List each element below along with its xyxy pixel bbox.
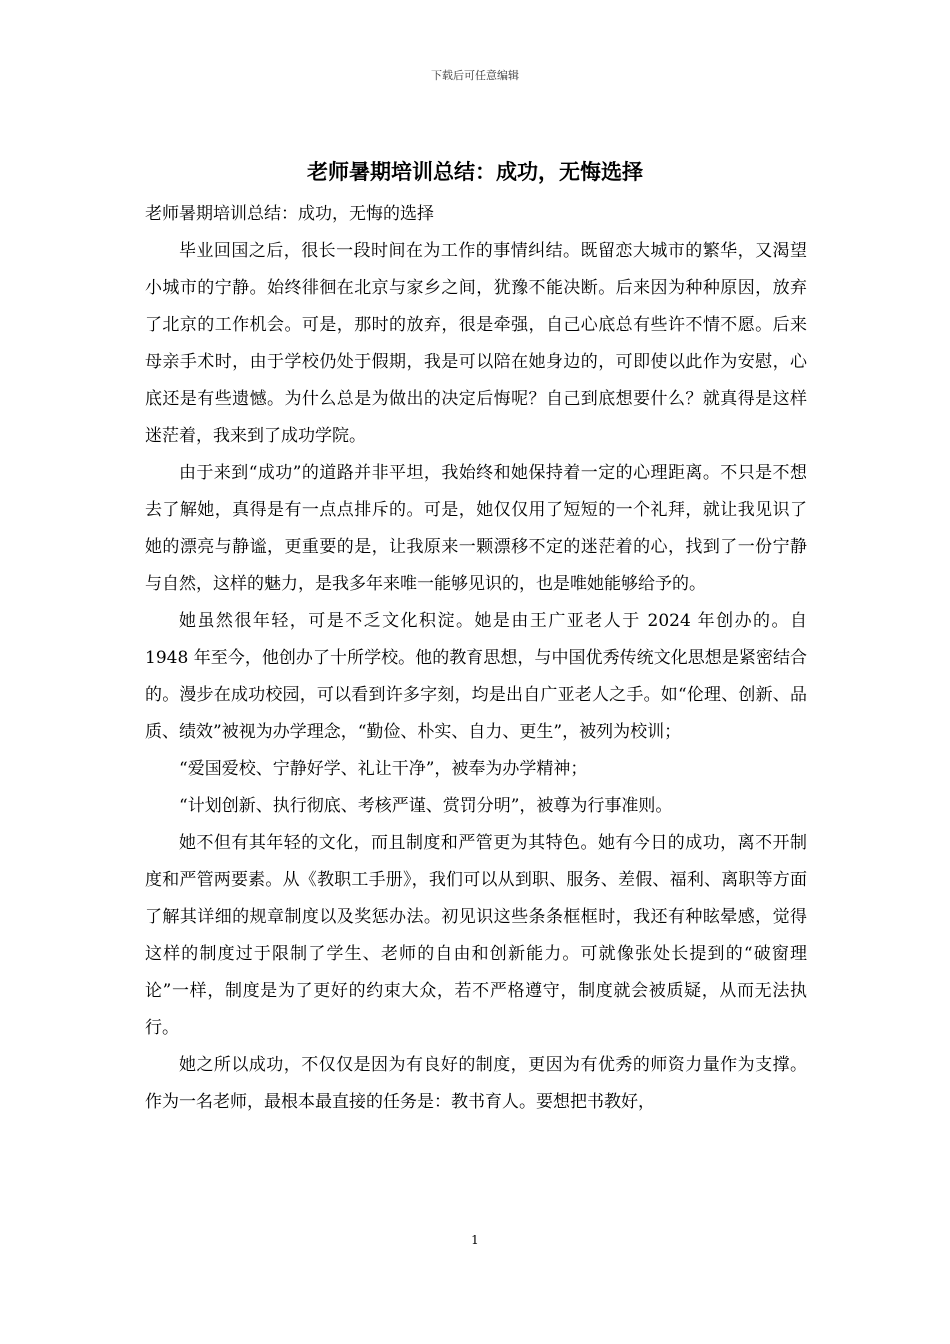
document-title: 老师暑期培训总结：成功，无悔选择	[307, 160, 643, 184]
paragraph: 毕业回国之后，很长一段时间在为工作的事情纠结。既留恋大城市的繁华，又渴望小城市的宁静。始终徘徊在北京与家乡之间，犹豫不能决断。后来因为种种原因，放弃了北京的工作机会。可是，那时的放弃，很是牵强，自己心底总有些许不情不愿。后来母亲手术时，由于学校仍处于假期，我是可以陪在她身边的，可即使以此作为安慰，心底还是有些遗憾。为什么总是为做出的决定后悔呢？自己到底想要什么？就真得是这样迷茫着，我来到了成功学院。	[145, 241, 807, 446]
paragraph: 她之所以成功，不仅仅是因为有良好的制度，更因为有优秀的师资力量作为支撑。作为一名老师，最根本最直接的任务是：教书育人。要想把书教好，	[145, 1055, 807, 1112]
document-subtitle: 老师暑期培训总结：成功，无悔的选择	[145, 204, 434, 224]
paragraph: “计划创新、执行彻底、考核严谨、赏罚分明”，被尊为行事准则。	[179, 796, 673, 816]
page-header: 下载后可任意编辑	[431, 69, 519, 82]
paragraph: “爱国爱校、宁静好学、礼让干净”，被奉为办学精神；	[179, 759, 588, 779]
paragraph: 她虽然很年轻，可是不乏文化积淀。她是由王广亚老人于 2024 年创办的。自 1948 年至今，他创办了十所学校。他的教育思想，与中国优秀传统文化思想是紧密结合的。漫步在成功校园，可以看到许多字刻，均是出自广亚老人之手。如“伦理、创新、品质、绩效”被视为办学理念，“勤俭、朴实、自力、更生”，被列为校训；	[145, 611, 807, 742]
paragraph: 她不但有其年轻的文化，而且制度和严管更为其特色。她有今日的成功，离不开制度和严管两要素。从《教职工手册》，我们可以从到职、服务、差假、福利、离职等方面了解其详细的规章制度以及奖惩办法。初见识这些条条框框时，我还有种眩晕感，觉得这样的制度过于限制了学生、老师的自由和创新能力。可就像张处长提到的“破窗理论”一样，制度是为了更好的约束大众，若不严格遵守，制度就会被质疑，从而无法执行。	[145, 833, 807, 1038]
document-body	[145, 196, 807, 1121]
paragraph: 由于来到“成功”的道路并非平坦，我始终和她保持着一定的心理距离。不只是不想去了解她，真得是有一点点排斥的。可是，她仅仅用了短短的一个礼拜，就让我见识了她的漂亮与静谧，更重要的是，让我原来一颗漂移不定的迷茫着的心，找到了一份宁静与自然，这样的魅力，是我多年来唯一能够见识的，也是唯她能够给予的。	[145, 463, 807, 594]
page-number: 1	[471, 1233, 479, 1247]
